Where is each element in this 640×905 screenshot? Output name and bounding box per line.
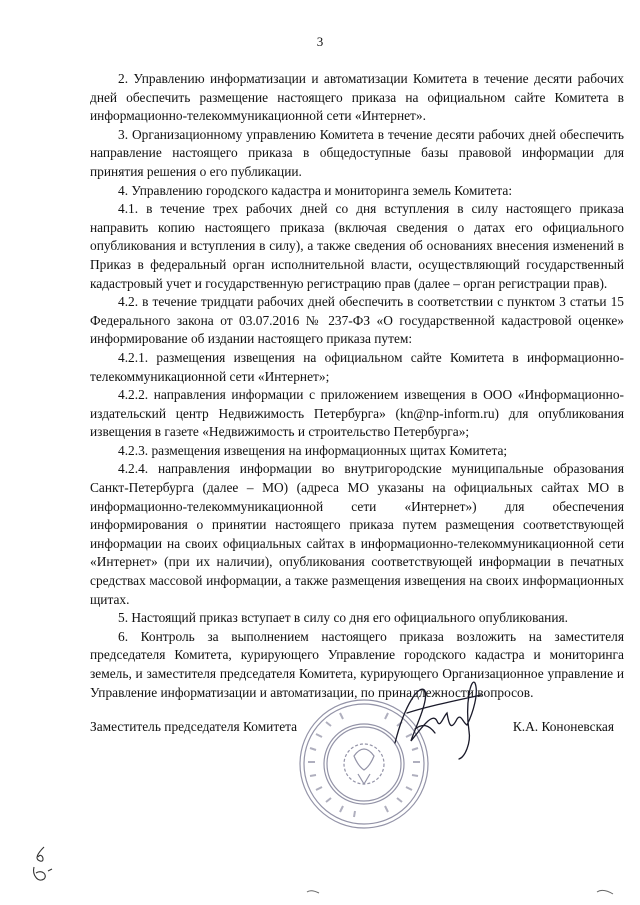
paragraph-4-2-3: 4.2.3. размещения извещения на информационных щитах Комитета; [118, 442, 508, 458]
page-number: 3 [316, 34, 324, 49]
handwritten-signature [385, 673, 495, 763]
paragraph-4-2-1: 4.2.1. размещения извещения на официальном сайте Комитета в информационно-телекоммуникационной сети «Интернет»; [90, 349, 624, 384]
paragraph-4: 4. Управлению городского кадастра и мониторинга земель Комитета: [118, 182, 513, 198]
scan-mark [306, 889, 320, 895]
signatory-title: Заместитель председателя Комитета [90, 719, 298, 734]
handwritten-margin-mark [30, 845, 54, 887]
paragraph-4-2-2: 4.2.2. направления информации с приложением извещения в ООО «Информационно-издательский центр Недвижимость Петербурга» (kn@np-inform.ru) для опубликования извещения в газете «Недвижимость и строительство Петербурга»; [90, 387, 624, 440]
paragraph-6: 6. Контроль за выполнением настоящего приказа возложить на заместителя председателя Комитета, курирующего Управление городского кадастра и мониторинга земель, и заместителя председателя Комитета, курирующего Организационное управление и Управление информатизации и автоматизации, по принадлежности вопросов. [90, 628, 624, 700]
paragraph-5: 5. Настоящий приказ вступает в силу со дня его официального опубликования. [118, 610, 568, 626]
paragraph-4-2-4: 4.2.4. направления информации во внутригородские муниципальные образования Санкт-Петербурга (далее – МО) (адреса МО указаны на официальных сайтах МО в информационно-телекоммуникационной сети «Интернет») для обеспечения информирования о принятии настоящего приказа путем размещения соответствующей информации на своих официальных сайтах в информационно-телекоммуникационной сети «Интернет» (при их наличии), опубликования соответствующей информации в печатных средствах массовой информации, а также размещения извещения на своих информационных щитах. [90, 461, 624, 607]
paragraph-4-1: 4.1. в течение трех рабочих дней со дня вступления в силу настоящего приказа направить копию настоящего приказа (включая сведения о датах его официального опубликования и вступления в силу), а также сведения об основаниях внесения изменений в Приказ в федеральный орган исполнительной власти, осуществляющий государственный кадастровый учет и государственную регистрацию прав (далее – орган регистрации прав). [90, 201, 624, 291]
scan-mark [596, 888, 614, 896]
document-body [90, 70, 624, 702]
signature-block [90, 719, 624, 739]
paragraph-3: 3. Организационному управлению Комитета в течение десяти рабочих дней обеспечить направление настоящего приказа в общедоступные базы правовой информации для принятия решения о его публикации. [90, 126, 624, 179]
paragraph-2: 2. Управлению информатизации и автоматизации Комитета в течение десяти рабочих дней обеспечить размещение настоящего приказа на официальном сайте Комитета в информационно-телекоммуникационной сети «Интернет». [90, 71, 624, 124]
paragraph-4-2: 4.2. в течение тридцати рабочих дней обеспечить в соответствии с пунктом 3 статьи 15 Федерального закона от 03.07.2016 № 237-ФЗ «О государственной кадастровой оценке» информирование об издании настоящего приказа путем: [90, 294, 624, 347]
signatory-name: К.А. Кононевская [512, 719, 614, 734]
